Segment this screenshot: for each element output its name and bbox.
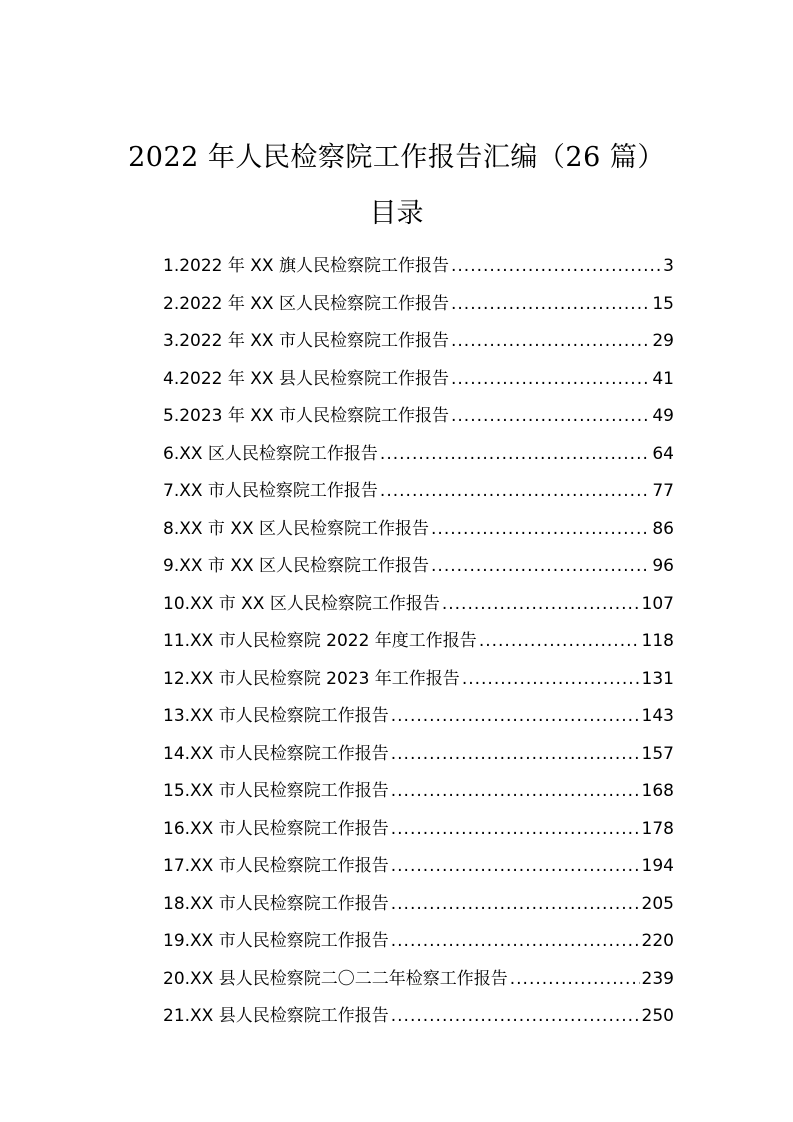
- toc-dot-leader: [391, 811, 640, 849]
- toc-entry-label: 13.XX 市人民检察院工作报告: [163, 706, 389, 726]
- toc-entry[interactable]: [163, 361, 674, 399]
- toc-page-number: 143: [641, 706, 674, 726]
- toc-entry-label: 10.XX 市 XX 区人民检察院工作报告: [163, 593, 440, 614]
- toc-page-number: 131: [641, 668, 674, 689]
- toc-page-number: 15: [652, 293, 674, 314]
- toc-page-number: 86: [652, 518, 674, 539]
- toc-entry-label: 14.XX 市人民检察院工作报告: [163, 743, 389, 764]
- toc-entry[interactable]: [163, 473, 674, 511]
- toc-page-number: 29: [652, 331, 674, 351]
- toc-page-number: 220: [641, 931, 674, 951]
- toc-page-number: 168: [641, 781, 674, 801]
- toc-entry[interactable]: [163, 586, 674, 624]
- toc-page-number: 239: [641, 968, 674, 989]
- toc-page-number: 49: [652, 406, 674, 426]
- toc-dot-leader: [431, 511, 650, 549]
- toc-entry[interactable]: [163, 548, 674, 586]
- toc-page-number: 3: [663, 256, 674, 276]
- toc-page-number: 41: [652, 368, 674, 389]
- toc-entry-label: 17.XX 市人民检察院工作报告: [163, 856, 389, 876]
- toc-entry-label: 7.XX 市人民检察院工作报告: [163, 481, 378, 501]
- toc-entry-label: 16.XX 市人民检察院工作报告: [163, 818, 389, 839]
- toc-entry[interactable]: [163, 848, 674, 886]
- toc-dot-leader: [391, 773, 640, 811]
- toc-entry-label: 5.2023 年 XX 市人民检察院工作报告: [163, 406, 449, 426]
- toc-entry[interactable]: [163, 923, 674, 961]
- toc-entry[interactable]: [163, 248, 674, 286]
- toc-dot-leader: [380, 473, 650, 511]
- toc-entry[interactable]: [163, 323, 674, 361]
- toc-entry[interactable]: [163, 736, 674, 774]
- document-title: 2022 年人民检察院工作报告汇编（26 篇）: [128, 142, 665, 173]
- toc-entry[interactable]: [163, 623, 674, 661]
- toc-dot-leader: [431, 548, 650, 586]
- toc-dot-leader: [391, 886, 640, 924]
- toc-entry[interactable]: [163, 661, 674, 699]
- toc-dot-leader: [451, 361, 650, 399]
- toc-page-number: 64: [652, 443, 674, 464]
- toc-dot-leader: [510, 961, 640, 999]
- toc-entry[interactable]: [163, 773, 674, 811]
- toc-dot-leader: [451, 248, 661, 286]
- toc-dot-leader: [391, 848, 640, 886]
- toc-dot-leader: [451, 398, 650, 436]
- toc-dot-leader: [391, 736, 640, 774]
- toc-dot-leader: [451, 323, 650, 361]
- toc-dot-leader: [442, 586, 640, 624]
- toc-dot-leader: [391, 923, 640, 961]
- toc-entry[interactable]: [163, 436, 674, 474]
- toc-page-number: 118: [641, 631, 674, 651]
- toc-entry-label: 8.XX 市 XX 区人民检察院工作报告: [163, 518, 430, 539]
- toc-page-number: 194: [641, 856, 674, 876]
- toc-entry-label: 19.XX 市人民检察院工作报告: [163, 931, 389, 951]
- toc-dot-leader: [462, 661, 640, 699]
- toc-entry-label: 15.XX 市人民检察院工作报告: [163, 781, 389, 801]
- toc-page-number: 157: [641, 743, 674, 764]
- toc-entry[interactable]: [163, 961, 674, 999]
- toc-entry-label: 11.XX 市人民检察院 2022 年度工作报告: [163, 631, 477, 651]
- toc-entry-label: 4.2022 年 XX 县人民检察院工作报告: [163, 368, 449, 389]
- table-of-contents: [163, 248, 674, 1036]
- toc-dot-leader: [391, 698, 640, 736]
- toc-entry-label: 12.XX 市人民检察院 2023 年工作报告: [163, 668, 460, 689]
- toc-entry-label: 6.XX 区人民检察院工作报告: [163, 443, 378, 464]
- toc-entry[interactable]: [163, 698, 674, 736]
- toc-entry[interactable]: [163, 998, 674, 1036]
- toc-entry[interactable]: [163, 811, 674, 849]
- toc-entry-label: 9.XX 市 XX 区人民检察院工作报告: [163, 556, 430, 576]
- toc-entry-label: 21.XX 县人民检察院工作报告: [163, 1006, 389, 1026]
- toc-entry-label: 1.2022 年 XX 旗人民检察院工作报告: [163, 256, 449, 276]
- toc-dot-leader: [380, 436, 650, 474]
- toc-entry-label: 2.2022 年 XX 区人民检察院工作报告: [163, 293, 449, 314]
- toc-entry-label: 20.XX 县人民检察院二〇二二年检察工作报告: [163, 968, 508, 989]
- toc-page-number: 178: [641, 818, 674, 839]
- toc-page-number: 96: [652, 556, 674, 576]
- toc-entry[interactable]: [163, 286, 674, 324]
- toc-page-number: 77: [652, 481, 674, 501]
- toc-page-number: 205: [641, 893, 674, 914]
- toc-dot-leader: [391, 998, 640, 1036]
- toc-heading: 目录: [369, 198, 424, 229]
- toc-page-number: 107: [641, 593, 674, 614]
- toc-entry[interactable]: [163, 398, 674, 436]
- toc-entry[interactable]: [163, 886, 674, 924]
- toc-dot-leader: [479, 623, 640, 661]
- toc-entry[interactable]: [163, 511, 674, 549]
- toc-entry-label: 3.2022 年 XX 市人民检察院工作报告: [163, 331, 449, 351]
- toc-entry-label: 18.XX 市人民检察院工作报告: [163, 893, 389, 914]
- toc-dot-leader: [451, 286, 650, 324]
- toc-page-number: 250: [641, 1006, 674, 1026]
